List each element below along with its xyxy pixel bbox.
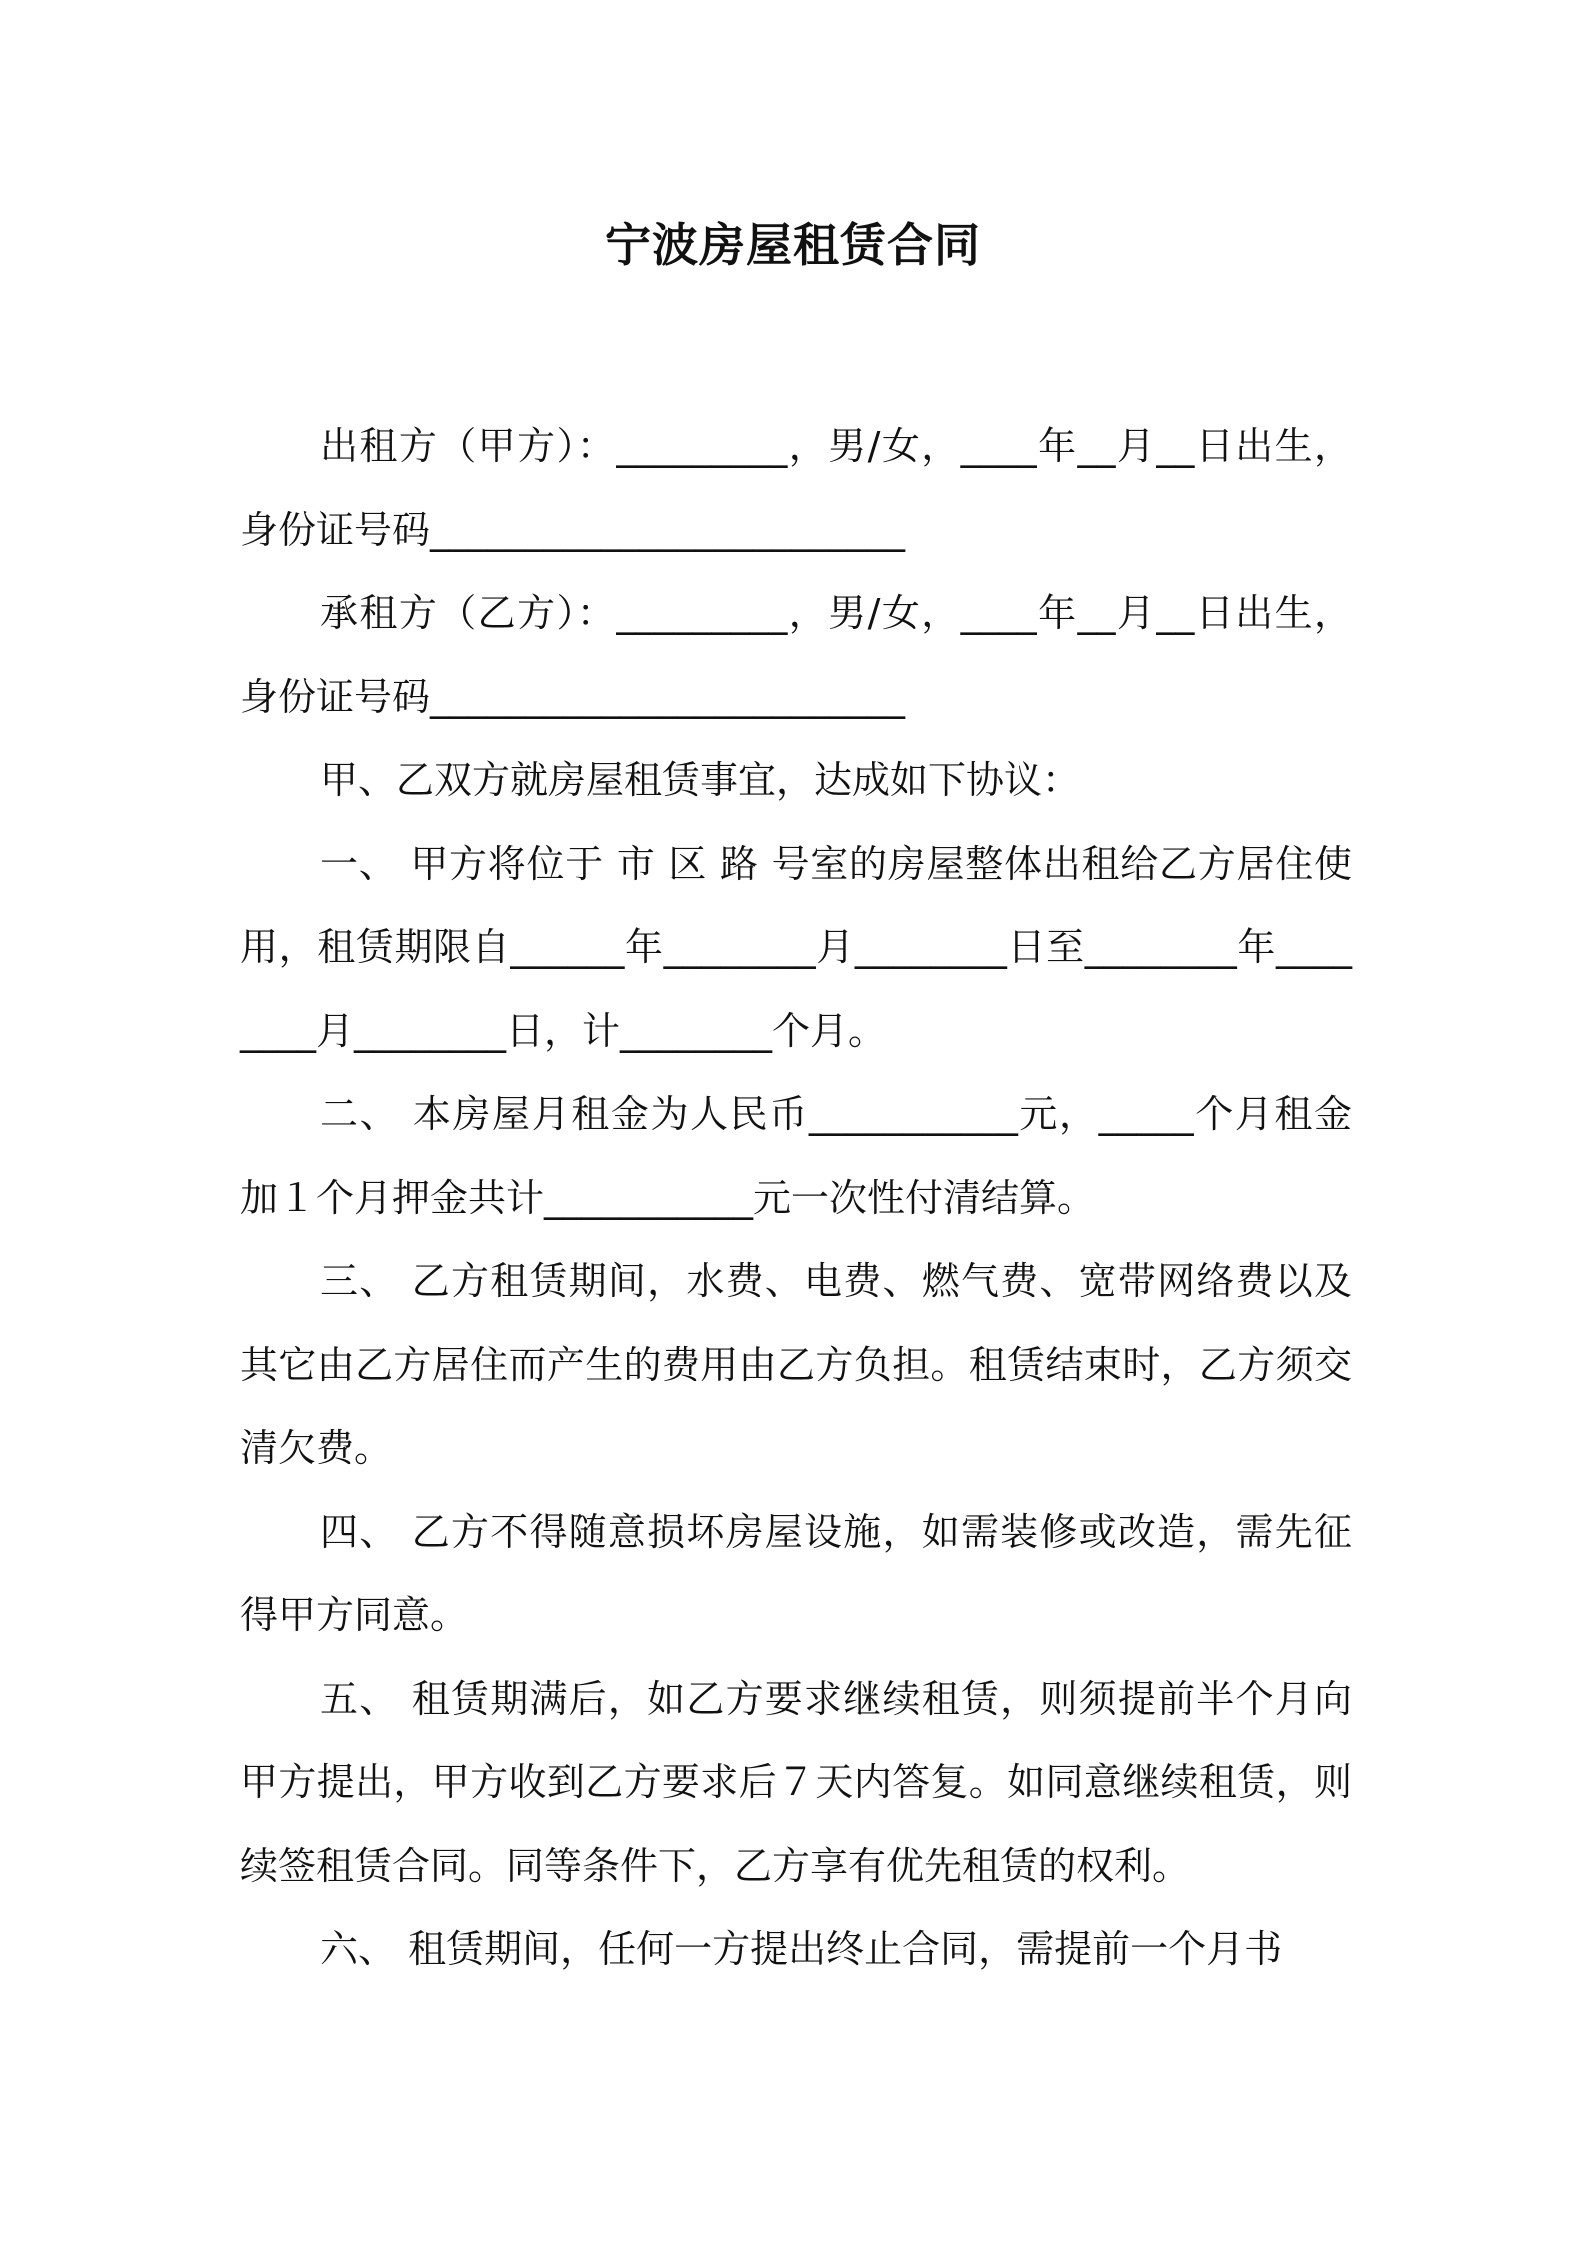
clause-3: 三、 乙方租赁期间，水费、电费、燃气费、宽带网络费以及其它由乙方居住而产生的费用由乙方负担。租赁结束时，乙方须交清欠费。 (240, 1259, 1352, 1470)
document-title: 宁波房屋租赁合同 (605, 218, 981, 272)
clause-tenant: 承租方（乙方）：_________，男/女，____年__月__日出生，身份证号码_________________________ (240, 591, 1352, 719)
clause-6: 六、 租赁期间，任何一方提出终止合同，需提前一个月书 (320, 1927, 1283, 1971)
clause-2: 二、 本房屋月租金为人民币___________元，_____个月租金加１个月押金共计___________元一次性付清结算。 (240, 1092, 1352, 1220)
clause-landlord: 出租方（甲方）：_________，男/女，____年__月__日出生，身份证号码_________________________ (240, 424, 1352, 552)
document-body (240, 405, 1352, 1992)
clause-5: 五、 租赁期满后，如乙方要求继续租赁，则须提前半个月向甲方提出，甲方收到乙方要求后７天内答复。如同意继续租赁，则续签租赁合同。同等条件下，乙方享有优先租赁的权利。 (240, 1676, 1352, 1888)
clause-1: 一、 甲方将位于 市 区 路 号室的房屋整体出租给乙方居住使用，租赁期限自______年________月________日至________年________月________日，计________个月。 (240, 841, 1352, 1053)
clause-4: 四、 乙方不得随意损坏房屋设施，如需装修或改造，需先征得甲方同意。 (240, 1509, 1352, 1637)
clause-intro: 甲、乙双方就房屋租赁事宜，达成如下协议： (320, 758, 1081, 802)
